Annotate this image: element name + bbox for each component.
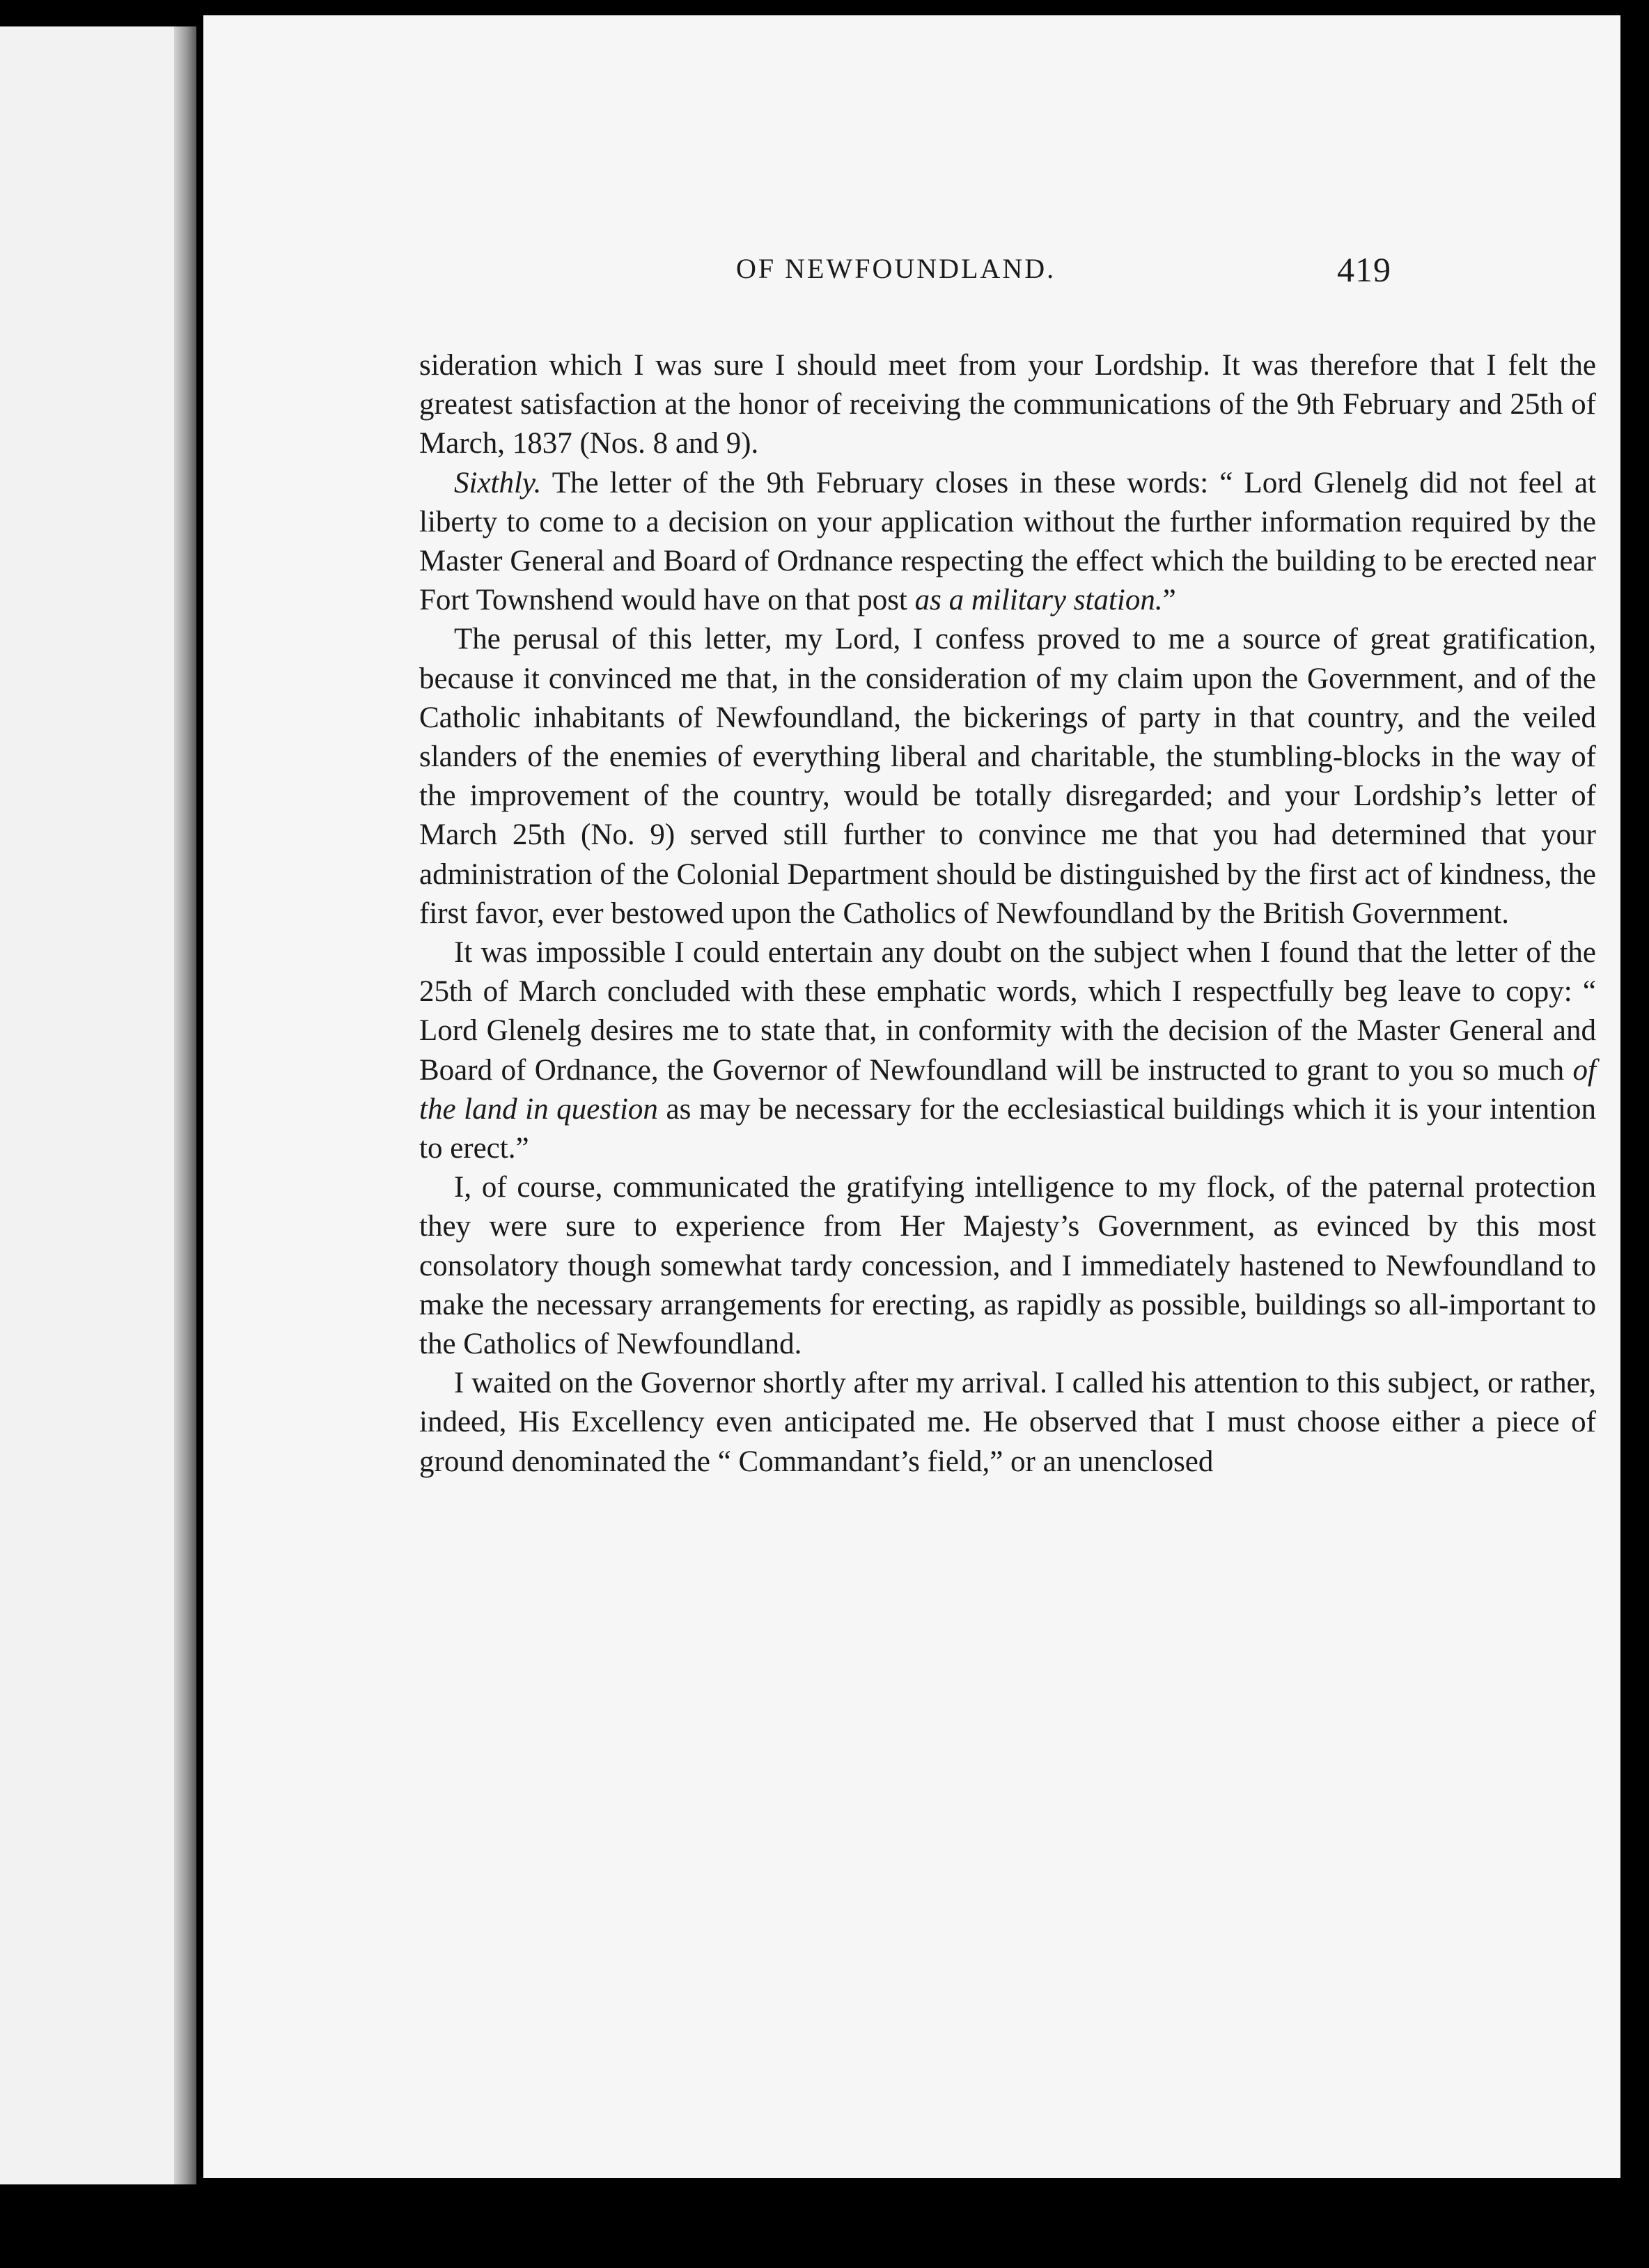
running-head: OF NEWFOUNDLAND. bbox=[736, 253, 1056, 284]
paragraph-text: The letter of the 9th February closes in these words: “ Lord Glenelg did not feel at liberty to come to a decision on your application without the further information required by the Master General and Board of Ordnance respecting the effect which the building to be erected near Fort Townshend would have on that post bbox=[419, 466, 1596, 617]
paragraph-text: The perusal of this letter, my Lord, I confess proved to me a source of great gratification, because it convinced me that, in the consideration of my claim upon the Government, and of the Catholic inhabitants of Newfoundland, the bickerings of party in that country, and the veiled slanders of the enemies of everything liberal and charitable, the stumbling-blocks in the way of the improvement of the country, would be totally disregarded; and your Lordship’s letter of March 25th (No. 9) served still further to convince me that you had determined that your administration of the Colonial Department should be distinguished by the first act of kindness, the first favor, ever bestowed upon the Catholics of Newfoundland by the British Government. bbox=[419, 623, 1596, 930]
paragraph-text: It was impossible I could entertain any doubt on the subject when I found that the letter of the 25th of March concluded with these emphatic words, which I respectfully beg leave to copy: “ Lord Glenelg desires me to state that, in conformity with the decision of the Master General and Board of Ordnance, the Governor of Newfoundland will be instructed to grant to you so much bbox=[419, 936, 1596, 1087]
paragraph-text: as may be necessary for the ecclesiastical buildings which it is your intention to erect.” bbox=[419, 1092, 1596, 1165]
paragraph bbox=[419, 1364, 1596, 1482]
page-number: 419 bbox=[1337, 250, 1391, 289]
facing-page bbox=[0, 26, 174, 2184]
paragraph-text: I waited on the Governor shortly after my arrival. I called his attention to this subject, or rather, indeed, His Excellency even anticipated me. He observed that I must choose either a piece of ground denominated the “ Commandant’s field,” or an unenclosed bbox=[419, 1367, 1596, 1478]
paragraph bbox=[419, 620, 1596, 933]
book-gutter bbox=[174, 26, 196, 2184]
paragraph bbox=[419, 1168, 1596, 1364]
facing-page-edge bbox=[0, 26, 196, 2184]
body-text bbox=[419, 346, 1596, 1482]
italic-text: of the land in question bbox=[419, 1053, 1596, 1126]
paragraph bbox=[419, 346, 1596, 464]
paragraph bbox=[419, 933, 1596, 1168]
italic-text: Sixthly. bbox=[454, 466, 542, 499]
book-page bbox=[203, 15, 1620, 2178]
paragraph bbox=[419, 464, 1596, 621]
paragraph-text: I, of course, communicated the gratifying intelligence to my flock, of the paternal protection they were sure to experience from Her Majesty’s Government, as evinced by this most consolatory though somewhat tardy concession, and I immediately hastened to Newfoundland to make the necessary arrangements for erecting, as rapidly as possible, buildings so all-important to the Catholics of Newfoundland. bbox=[419, 1171, 1596, 1361]
page-header bbox=[203, 252, 1620, 294]
paragraph-text: ” bbox=[1162, 584, 1176, 617]
italic-text: as a military station. bbox=[914, 584, 1163, 617]
paragraph-text: sideration which I was sure I should meet from your Lordship. It was therefore that I felt the greatest satisfaction at the honor of receiving the communications of the 9th February and 25th of March, 1837 (Nos. 8 and 9). bbox=[419, 349, 1596, 460]
